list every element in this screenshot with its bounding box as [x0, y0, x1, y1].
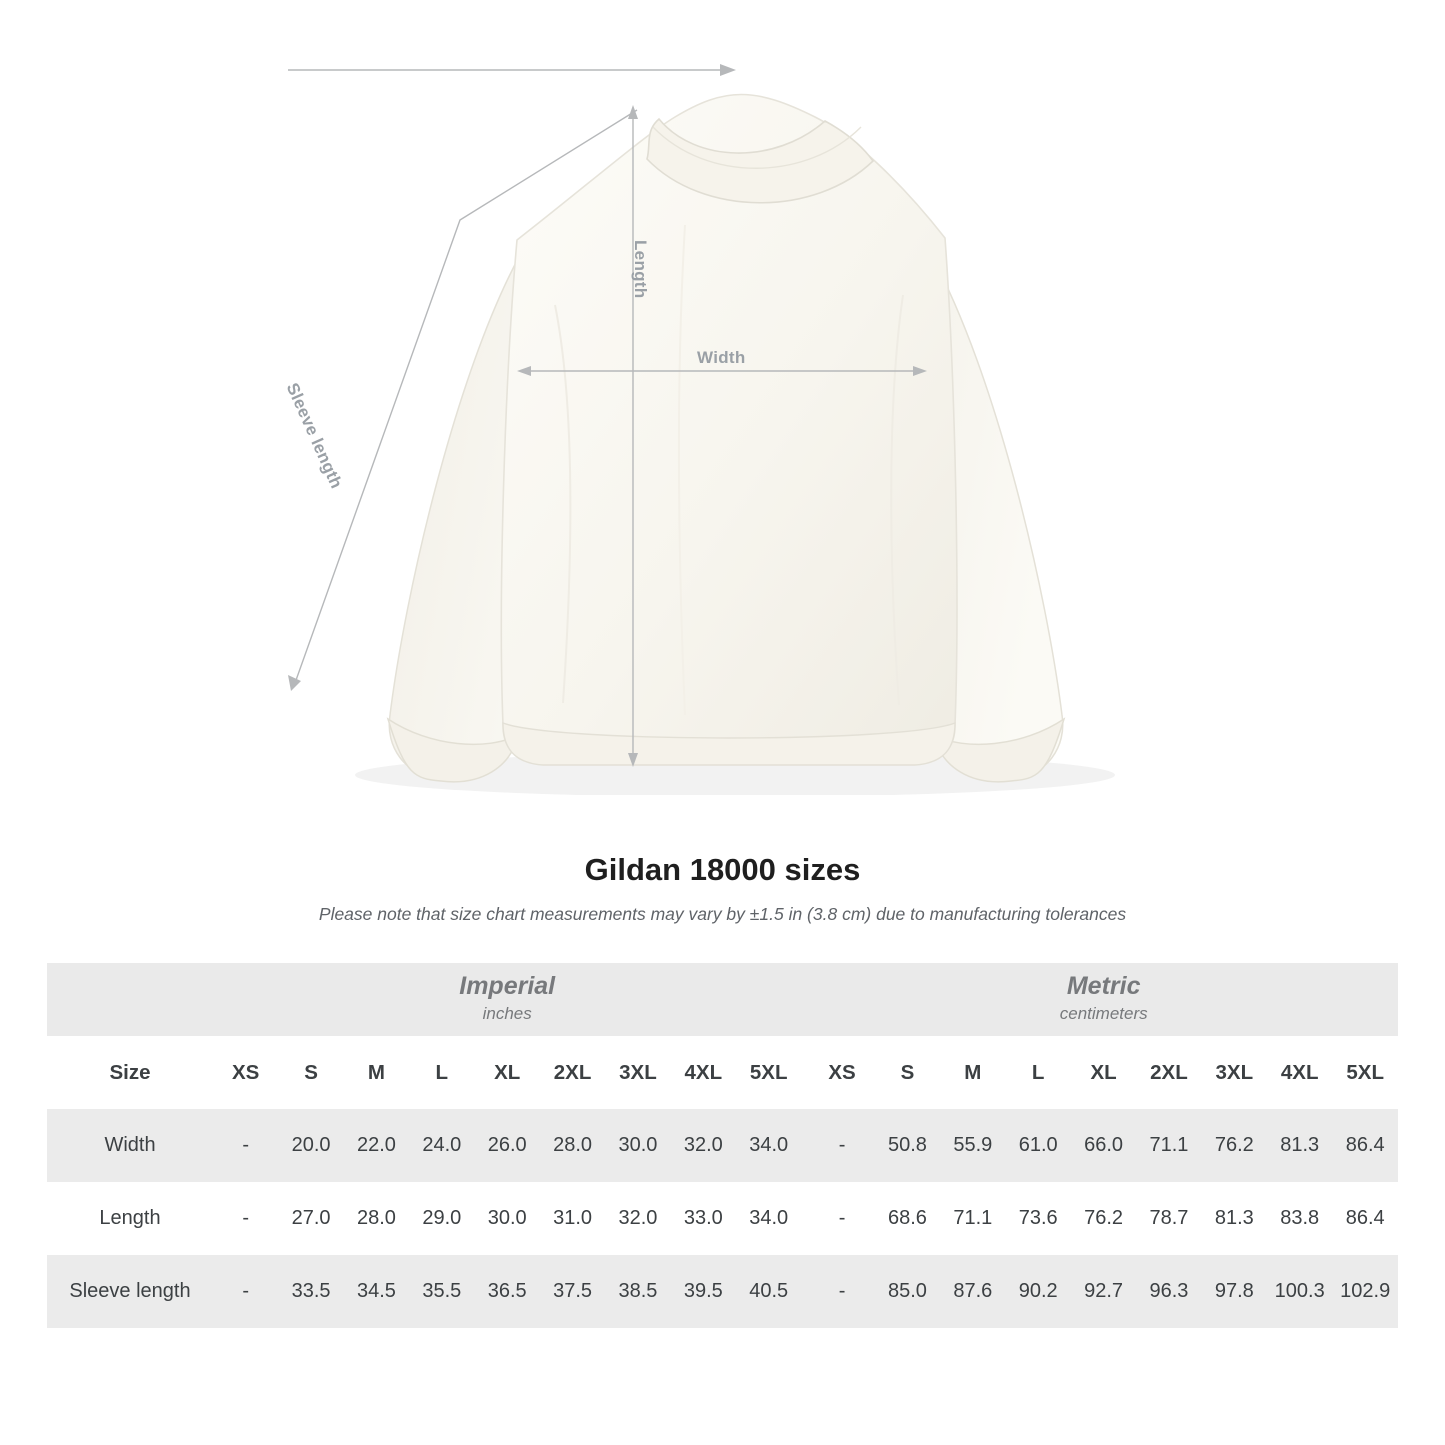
imperial-sub: inches	[482, 1004, 532, 1024]
width-gap	[801, 1109, 809, 1182]
sleeve-imperial-xl: 36.5	[475, 1255, 540, 1328]
header-metric-2xl: 2XL	[1136, 1036, 1201, 1109]
width-imperial-5xl: 34.0	[736, 1109, 801, 1182]
length-metric-2xl: 78.7	[1136, 1182, 1201, 1255]
sleeve-imperial-l: 35.5	[409, 1255, 474, 1328]
unit-header-row	[47, 963, 1398, 1036]
table-row-width	[47, 1109, 1398, 1182]
header-imperial-xs: XS	[213, 1036, 278, 1109]
unit-header-gap	[801, 963, 809, 1036]
width-imperial-4xl: 32.0	[671, 1109, 736, 1182]
header-size: Size	[47, 1036, 213, 1109]
tolerance-note: Please note that size chart measurements may vary by ±1.5 in (3.8 cm) due to manufacturing tolerances	[318, 904, 1127, 924]
header-imperial-xl: XL	[475, 1036, 540, 1109]
row-label-width: Width	[47, 1109, 213, 1182]
size-table	[47, 963, 1398, 1328]
length-metric-m: 71.1	[940, 1182, 1005, 1255]
length-imperial-l: 29.0	[409, 1182, 474, 1255]
length-gap	[801, 1182, 809, 1255]
length-imperial-xs: -	[213, 1182, 278, 1255]
title-block	[0, 852, 1445, 925]
header-imperial-4xl: 4XL	[671, 1036, 736, 1109]
sleeve-metric-xl: 92.7	[1071, 1255, 1136, 1328]
width-metric-xl: 66.0	[1071, 1109, 1136, 1182]
length-metric-l: 73.6	[1006, 1182, 1071, 1255]
header-imperial-3xl: 3XL	[605, 1036, 670, 1109]
unit-header-spacer	[47, 963, 213, 1036]
sleeve-metric-2xl: 96.3	[1136, 1255, 1201, 1328]
width-metric-m: 55.9	[940, 1109, 1005, 1182]
sleeve-imperial-m: 34.5	[344, 1255, 409, 1328]
width-imperial-m: 22.0	[344, 1109, 409, 1182]
imperial-name: Imperial	[459, 972, 556, 1001]
header-imperial-m: M	[344, 1036, 409, 1109]
width-metric-s: 50.8	[875, 1109, 940, 1182]
sleeve-metric-4xl: 100.3	[1267, 1255, 1332, 1328]
sleeve-metric-m: 87.6	[940, 1255, 1005, 1328]
sleeve-metric-s: 85.0	[875, 1255, 940, 1328]
width-imperial-l: 24.0	[409, 1109, 474, 1182]
length-imperial-xl: 30.0	[475, 1182, 540, 1255]
length-metric-s: 68.6	[875, 1182, 940, 1255]
width-imperial-2xl: 28.0	[540, 1109, 605, 1182]
length-metric-3xl: 81.3	[1202, 1182, 1267, 1255]
sleeve-metric-xs: -	[809, 1255, 874, 1328]
width-imperial-3xl: 30.0	[605, 1109, 670, 1182]
sleeve-imperial-5xl: 40.5	[736, 1255, 801, 1328]
row-label-sleeve-length: Sleeve length	[47, 1255, 213, 1328]
length-imperial-2xl: 31.0	[540, 1182, 605, 1255]
length-imperial-s: 27.0	[278, 1182, 343, 1255]
sleeve-metric-l: 90.2	[1006, 1255, 1071, 1328]
header-metric-m: M	[940, 1036, 1005, 1109]
label-sleeve-length: Sleeve length	[282, 380, 347, 492]
sleeve-metric-5xl: 102.9	[1332, 1255, 1398, 1328]
sleeve-imperial-s: 33.5	[278, 1255, 343, 1328]
size-header-row	[47, 1036, 1398, 1109]
sleeve-gap	[801, 1255, 809, 1328]
header-metric-l: L	[1006, 1036, 1071, 1109]
metric-name: Metric	[1066, 972, 1141, 1001]
header-metric-3xl: 3XL	[1202, 1036, 1267, 1109]
header-imperial-2xl: 2XL	[540, 1036, 605, 1109]
width-metric-xs: -	[809, 1109, 874, 1182]
sleeve-imperial-4xl: 39.5	[671, 1255, 736, 1328]
length-imperial-m: 28.0	[344, 1182, 409, 1255]
sweatshirt-drawing	[255, 75, 1195, 795]
length-imperial-5xl: 34.0	[736, 1182, 801, 1255]
width-metric-l: 61.0	[1006, 1109, 1071, 1182]
width-metric-2xl: 71.1	[1136, 1109, 1201, 1182]
neck-pointer	[268, 50, 748, 120]
header-gap	[801, 1036, 809, 1109]
size-table-wrap	[47, 963, 1398, 1328]
width-metric-5xl: 86.4	[1332, 1109, 1398, 1182]
header-metric-s: S	[875, 1036, 940, 1109]
length-imperial-4xl: 33.0	[671, 1182, 736, 1255]
length-metric-xl: 76.2	[1071, 1182, 1136, 1255]
width-metric-4xl: 81.3	[1267, 1109, 1332, 1182]
table-row-length	[47, 1182, 1398, 1255]
page-title: Gildan 18000 sizes	[584, 852, 861, 887]
header-metric-xl: XL	[1071, 1036, 1136, 1109]
header-imperial-5xl: 5XL	[736, 1036, 801, 1109]
length-metric-5xl: 86.4	[1332, 1182, 1398, 1255]
label-length: Length	[631, 240, 650, 299]
header-metric-4xl: 4XL	[1267, 1036, 1332, 1109]
sleeve-imperial-3xl: 38.5	[605, 1255, 670, 1328]
unit-header-imperial	[213, 963, 801, 1036]
table-row-sleeve-length	[47, 1255, 1398, 1328]
sleeve-imperial-xs: -	[213, 1255, 278, 1328]
header-imperial-s: S	[278, 1036, 343, 1109]
label-width: Width	[697, 348, 746, 367]
width-metric-3xl: 76.2	[1202, 1109, 1267, 1182]
width-imperial-s: 20.0	[278, 1109, 343, 1182]
length-metric-xs: -	[809, 1182, 874, 1255]
metric-sub: centimeters	[1059, 1004, 1148, 1024]
length-metric-4xl: 83.8	[1267, 1182, 1332, 1255]
row-label-length: Length	[47, 1182, 213, 1255]
sleeve-imperial-2xl: 37.5	[540, 1255, 605, 1328]
header-imperial-l: L	[409, 1036, 474, 1109]
length-imperial-3xl: 32.0	[605, 1182, 670, 1255]
unit-header-metric	[809, 963, 1398, 1036]
width-imperial-xl: 26.0	[475, 1109, 540, 1182]
header-metric-5xl: 5XL	[1332, 1036, 1398, 1109]
header-metric-xs: XS	[809, 1036, 874, 1109]
sleeve-metric-3xl: 97.8	[1202, 1255, 1267, 1328]
width-imperial-xs: -	[213, 1109, 278, 1182]
